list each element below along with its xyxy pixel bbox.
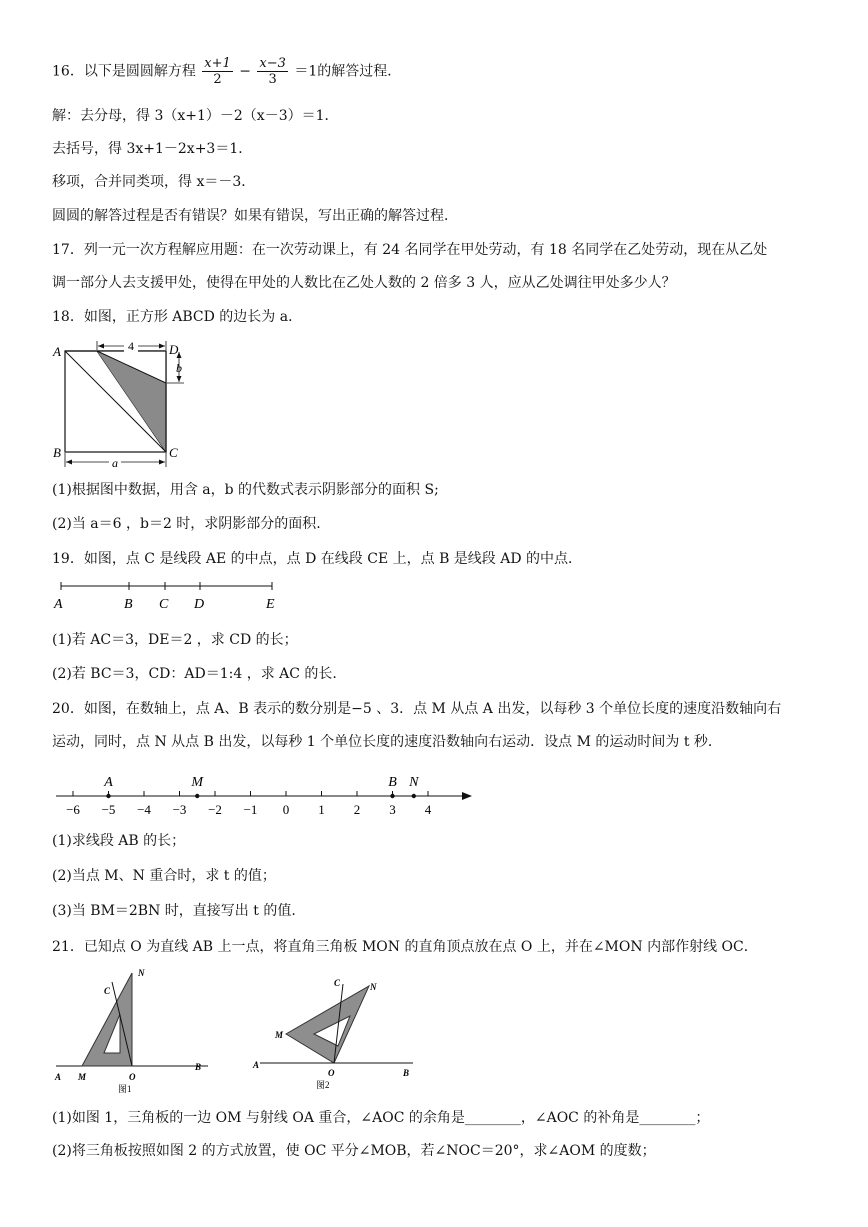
point-b-label: B (388, 775, 397, 790)
q21-part1: (1)如图 1，三角板的一边 OM 与射线 OA 重合，∠AOC 的余角是________，∠AOC 的补角是________； (52, 1110, 710, 1126)
q19-part1: (1)若 AC＝3，DE＝2 ，求 CD 的长； (52, 632, 298, 648)
tick-label: −1 (243, 802, 258, 817)
q17-line1: 17．列一元一次方程解应用题：在一次劳动课上，有 24 名同学在甲处劳动，有 18 名同学在乙处劳动，现在从乙处 (52, 242, 768, 258)
point-b-dot (390, 794, 394, 798)
fig1-label-c: C (104, 986, 111, 996)
fig1-label-b: B (195, 1062, 202, 1072)
q16-line1: 解：去分母，得 3（x+1）－2（x－3）＝1． (52, 108, 339, 124)
tick-label: 3 (389, 802, 396, 817)
q20-part3: (3)当 BM＝2BN 时，直接写出 t 的值. (52, 903, 296, 919)
point-m-dot (195, 794, 199, 798)
q16-stem (52, 56, 401, 87)
fig1-label-n: N (138, 968, 145, 978)
q18-title: 18．如图，正方形 ABCD 的边长为 a． (52, 309, 303, 325)
point-b-label: B (124, 597, 133, 612)
q16-frac2-num: x−3 (259, 56, 286, 71)
number-line-ticks (66, 791, 432, 817)
tick-label: −4 (137, 802, 151, 817)
tick-label: −6 (66, 802, 80, 817)
tick-label: 4 (424, 802, 432, 817)
dim4-arrow-right (159, 344, 165, 349)
fig2-caption: 图2 (316, 1080, 330, 1090)
point-d-label: D (194, 597, 205, 612)
fig2-triangle (286, 986, 369, 1063)
q16-fraction-2 (257, 56, 288, 87)
dima-label: a (112, 456, 118, 470)
fig2-label-o: O (328, 1068, 335, 1078)
point-c-label: C (159, 597, 169, 612)
dimb-arrow-bottom (177, 376, 182, 382)
q20-part1: (1)求线段 AB 的长； (52, 833, 186, 849)
tick-label: 0 (282, 802, 290, 817)
fig1-caption: 图1 (118, 1084, 132, 1094)
fig2-label-a: A (253, 1060, 260, 1070)
q20-part2: (2)当点 M、N 重合时，求 t 的值； (52, 868, 276, 884)
q16-line4: 圆圆的解答过程是否有错误？如果有错误，写出正确的解答过程． (52, 208, 458, 224)
point-a-dot (106, 794, 110, 798)
q19-part2: (2)若 BC＝3，CD：AD＝1:4 ，求 AC 的长. (52, 666, 337, 682)
q20-line2: 运动，同时，点 N 从点 B 出发，以每秒 1 个单位长度的速度沿数轴向右运动．设点 M 的运动时间为 t 秒． (52, 734, 722, 750)
fig2-label-b: B (403, 1068, 410, 1078)
fig1-label-m: M (78, 1072, 87, 1082)
point-a-label: A (54, 597, 63, 612)
q21-part2: (2)将三角板按照如图 2 的方式放置，使 OC 平分∠MOB，若∠NOC＝20°，求∠AOM 的度数； (52, 1143, 656, 1159)
q21-title: 21．已知点 O 为直线 AB 上一点，将直角三角板 MON 的直角顶点放在点 O 上，并在∠MON 内部作射线 OC． (52, 939, 758, 955)
fig1-label-a: A (55, 1072, 62, 1082)
q16-frac1-num: x+1 (204, 56, 231, 71)
tick-label: −5 (101, 802, 116, 817)
point-e-label: E (266, 597, 275, 612)
point-n-dot (412, 794, 416, 798)
q16-prefix: 16．以下是圆圆解方程 (52, 63, 196, 80)
q16-minus: − (239, 63, 251, 80)
dima-arrow-left (66, 460, 72, 465)
vertex-a: A (53, 344, 61, 359)
q16-suffix: ＝1的解答过程． (294, 63, 402, 80)
q16-line3: 移项，合并同类项，得 x＝－3． (52, 174, 256, 190)
q16-line2: 去括号，得 3x+1－2x+3＝1． (52, 141, 253, 157)
q17-line2: 调一部分人去支援甲处，使得在甲处的人数比在乙处人数的 2 倍多 3 人，应从乙处调往甲处多少人？ (52, 275, 676, 291)
dimb-label: b (176, 361, 182, 375)
point-m-label: M (191, 775, 204, 790)
fig2-label-n: N (370, 982, 377, 992)
q18-part2: (2)当 a＝6 ，b＝2 时，求阴影部分的面积. (52, 516, 321, 532)
q16-fraction-1 (202, 56, 233, 87)
point-n-label: N (409, 775, 419, 790)
tick-label: −3 (172, 802, 187, 817)
number-line-points (103, 775, 419, 798)
dim4-label: 4 (128, 339, 134, 353)
q18-square-figure (48, 336, 198, 476)
q21-figure-1 (48, 962, 218, 1098)
number-line-arrow (462, 792, 472, 800)
q16-frac2-den: 3 (268, 72, 277, 87)
fig1-label-o: O (129, 1072, 136, 1082)
tick-label: −2 (208, 802, 222, 817)
dima-arrow-right (159, 460, 165, 465)
tick-label: 1 (318, 802, 325, 817)
q20-line1: 20．如图，在数轴上，点 A、B 表示的数分别是−5 、3．点 M 从点 A 出发，以每秒 3 个单位长度的速度沿数轴向右 (52, 701, 782, 717)
q19-title: 19．如图，点 C 是线段 AE 的中点，点 D 在线段 CE 上，点 B 是线段 AD 的中点． (52, 551, 583, 567)
dim4-arrow-left (98, 344, 104, 349)
point-a-label: A (104, 775, 113, 790)
vertex-c: C (169, 445, 178, 460)
q16-frac1-den: 2 (213, 72, 222, 87)
q18-part1: (1)根据图中数据，用含 a，b 的代数式表示阴影部分的面积 S; (52, 482, 439, 498)
tick-label: 2 (353, 802, 361, 817)
vertex-b: B (53, 445, 61, 460)
q19-segment-figure (48, 580, 288, 612)
fig2-label-m: M (275, 1030, 284, 1040)
vertex-d: D (169, 342, 179, 357)
fig2-label-c: C (334, 978, 341, 988)
q20-number-line (50, 770, 480, 820)
q21-figure-2 (248, 962, 428, 1098)
